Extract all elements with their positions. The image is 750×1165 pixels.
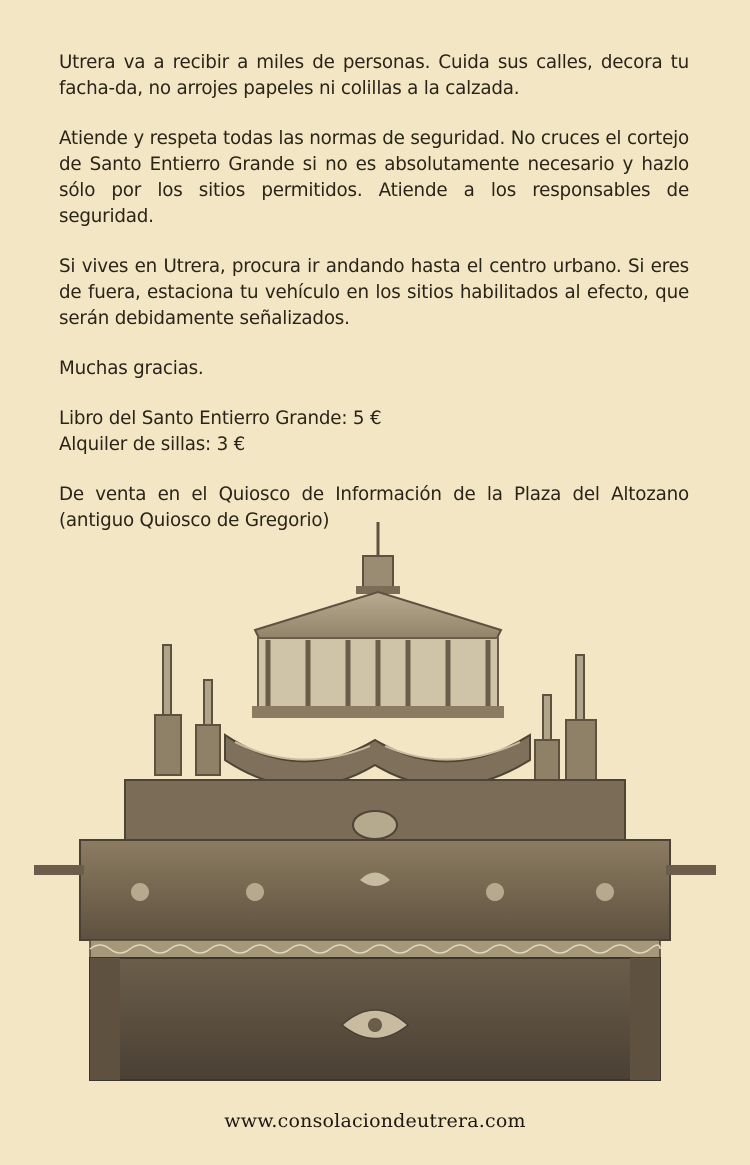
garlands [225, 735, 530, 786]
price-chairs: Alquiler de sillas: 3 € [59, 434, 246, 455]
spire [356, 522, 400, 594]
price-book: Libro del Santo Entierro Grande: 5 € [59, 408, 382, 429]
processional-float-illustration [30, 520, 720, 1100]
glass-case [252, 592, 504, 718]
ornamental-band [90, 940, 660, 958]
website-link[interactable]: www.consolaciondeutrera.com [224, 1110, 526, 1132]
paragraph-thanks: Muchas gracias. [59, 358, 204, 379]
upper-body [125, 780, 625, 840]
paragraph-safety: Atiende y respeta todas las normas de seguridad. No cruces el cortejo de Santo Entierro Grande si no es absolutamente necesario y hazlo sólo por los sitios permitidos. Atiende a los responsables de seguridad. [59, 128, 689, 227]
lower-base [90, 958, 660, 1080]
body-text [59, 50, 689, 558]
paragraph-parking: Si vives en Utrera, procura ir andando hasta el centro urbano. Si eres de fuera, estaciona tu vehículo en los sitios habilitados al efecto, que serán debidamente señalizados. [59, 256, 689, 329]
paragraph-city-care: Utrera va a recibir a miles de personas. Cuida sus calles, decora tu facha-da, no arrojes papeles ni colillas a la calzada. [59, 52, 689, 99]
sale-note: De venta en el Quiosco de Información de la Plaza del Altozano (antiguo Quiosco de Gregorio) [59, 484, 689, 531]
main-chest [34, 840, 716, 940]
